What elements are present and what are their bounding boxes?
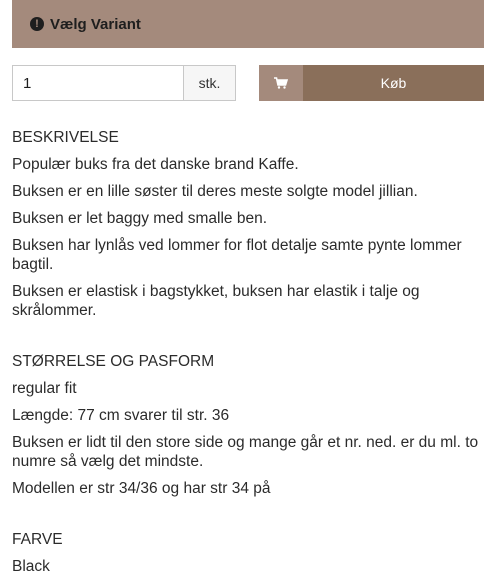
buy-label: Køb <box>303 65 484 101</box>
choose-variant-label: Vælg Variant <box>50 15 141 33</box>
description-line: Buksen har lynlås ved lommer for flot detalje samte pynte lommer bagtil. <box>12 237 462 273</box>
fit-line: Længde: 77 cm svarer til str. 36 <box>12 407 230 424</box>
choose-variant-button[interactable] <box>12 0 484 48</box>
quantity-unit: stk. <box>183 66 235 100</box>
quantity-input[interactable] <box>13 66 183 100</box>
exclamation-icon: ! <box>30 17 44 31</box>
product-details <box>12 128 486 575</box>
color-value: Black <box>12 558 50 575</box>
description-heading: BESKRIVELSE <box>12 129 119 146</box>
fit-heading: STØRRELSE OG PASFORM <box>12 353 215 370</box>
cart-icon <box>259 65 303 101</box>
description-line: Buksen er let baggy med smalle ben. <box>12 210 268 227</box>
description-line: Populær buks fra det danske brand Kaffe. <box>12 156 299 173</box>
description-line: Buksen er en lille søster til deres meste solgte model jillian. <box>12 183 418 200</box>
fit-line: Modellen er str 34/36 og har str 34 på <box>12 480 271 497</box>
description-line: Buksen er elastisk i bagstykket, buksen har elastik i talje og skrålommer. <box>12 283 420 319</box>
fit-line: regular fit <box>12 380 77 397</box>
quantity-field <box>12 65 236 101</box>
buy-button[interactable] <box>259 65 484 101</box>
color-heading: FARVE <box>12 531 63 548</box>
fit-line: Buksen er lidt til den store side og mange går et nr. ned. er du ml. to numre så vælg det mindste. <box>12 434 479 470</box>
